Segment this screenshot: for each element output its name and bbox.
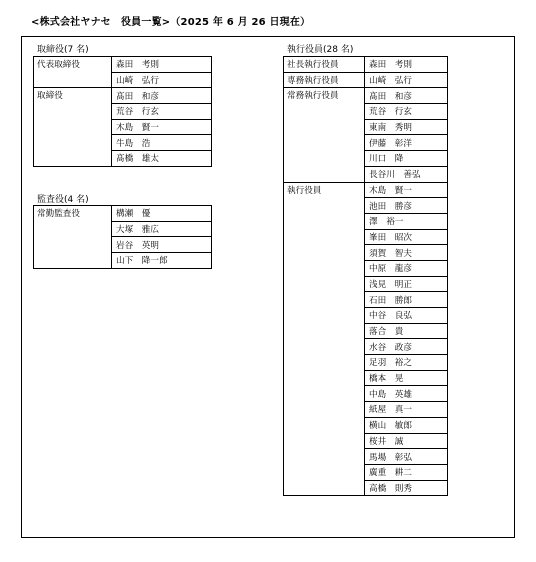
person-name: 山崎 弘行 — [112, 72, 212, 88]
person-name: 構瀬 優 — [112, 206, 212, 222]
person-name: 森田 考則 — [112, 57, 212, 73]
auditors-section-title: 監査役(4 名) — [37, 195, 89, 205]
person-name: 中谷 良弘 — [365, 308, 448, 324]
person-name: 中島 英雄 — [365, 386, 448, 402]
table-row — [34, 88, 212, 104]
person-name: 峯田 昭次 — [365, 229, 448, 245]
person-name: 桜井 誠 — [365, 433, 448, 449]
role-cell: 代表取締役 — [34, 57, 112, 88]
person-name: 牛島 浩 — [112, 135, 212, 151]
person-name: 石田 勝郎 — [365, 292, 448, 308]
person-name: 荒谷 行玄 — [112, 104, 212, 120]
role-cell: 専務執行役員 — [284, 72, 365, 88]
person-name: 長谷川 善弘 — [365, 166, 448, 182]
role-cell: 執行役員 — [284, 182, 365, 496]
person-name: 須賀 智夫 — [365, 245, 448, 261]
table-row — [34, 57, 212, 73]
person-name: 高橋 則秀 — [365, 480, 448, 496]
officers-section-title: 執行役員(28 名) — [287, 45, 354, 55]
person-name: 森田 考則 — [365, 57, 448, 73]
role-cell: 社長執行役員 — [284, 57, 365, 73]
person-name: 東南 秀明 — [365, 119, 448, 135]
person-name: 馬場 彰弘 — [365, 449, 448, 465]
person-name: 横山 敏郎 — [365, 417, 448, 433]
person-name: 澤 裕一 — [365, 213, 448, 229]
role-cell: 常務執行役員 — [284, 88, 365, 182]
officers-table — [283, 56, 448, 496]
document-title: <株式会社ヤナセ 役員一覧>（2025 年 6 月 26 日現在） — [31, 17, 311, 28]
person-name: 落合 貴 — [365, 323, 448, 339]
person-name: 廣重 耕二 — [365, 464, 448, 480]
person-name: 髙田 和彦 — [112, 88, 212, 104]
auditors-table — [33, 205, 212, 269]
person-name: 荒谷 行玄 — [365, 104, 448, 120]
person-name: 髙田 和彦 — [365, 88, 448, 104]
person-name: 髙橋 雄太 — [112, 151, 212, 167]
person-name: 中原 龍彦 — [365, 260, 448, 276]
role-cell: 常勤監査役 — [34, 206, 112, 269]
table-row — [34, 206, 212, 222]
person-name: 川口 降 — [365, 151, 448, 167]
person-name: 木島 賢一 — [112, 119, 212, 135]
directors-table — [33, 56, 212, 167]
person-name: 山下 降一郎 — [112, 253, 212, 269]
person-name: 岩谷 英明 — [112, 237, 212, 253]
person-name: 山崎 弘行 — [365, 72, 448, 88]
person-name: 木島 賢一 — [365, 182, 448, 198]
person-name: 浅見 明正 — [365, 276, 448, 292]
table-row — [284, 182, 448, 198]
person-name: 大塚 雅広 — [112, 221, 212, 237]
role-cell: 取締役 — [34, 88, 112, 166]
person-name: 足羽 裕之 — [365, 355, 448, 371]
table-row — [284, 88, 448, 104]
person-name: 紙屋 真一 — [365, 402, 448, 418]
person-name: 水谷 政彦 — [365, 339, 448, 355]
table-row — [284, 57, 448, 73]
person-name: 橋本 晃 — [365, 370, 448, 386]
directors-section-title: 取締役(7 名) — [37, 45, 89, 55]
person-name: 伊藤 彰洋 — [365, 135, 448, 151]
table-row — [284, 72, 448, 88]
person-name: 池田 勝彦 — [365, 198, 448, 214]
